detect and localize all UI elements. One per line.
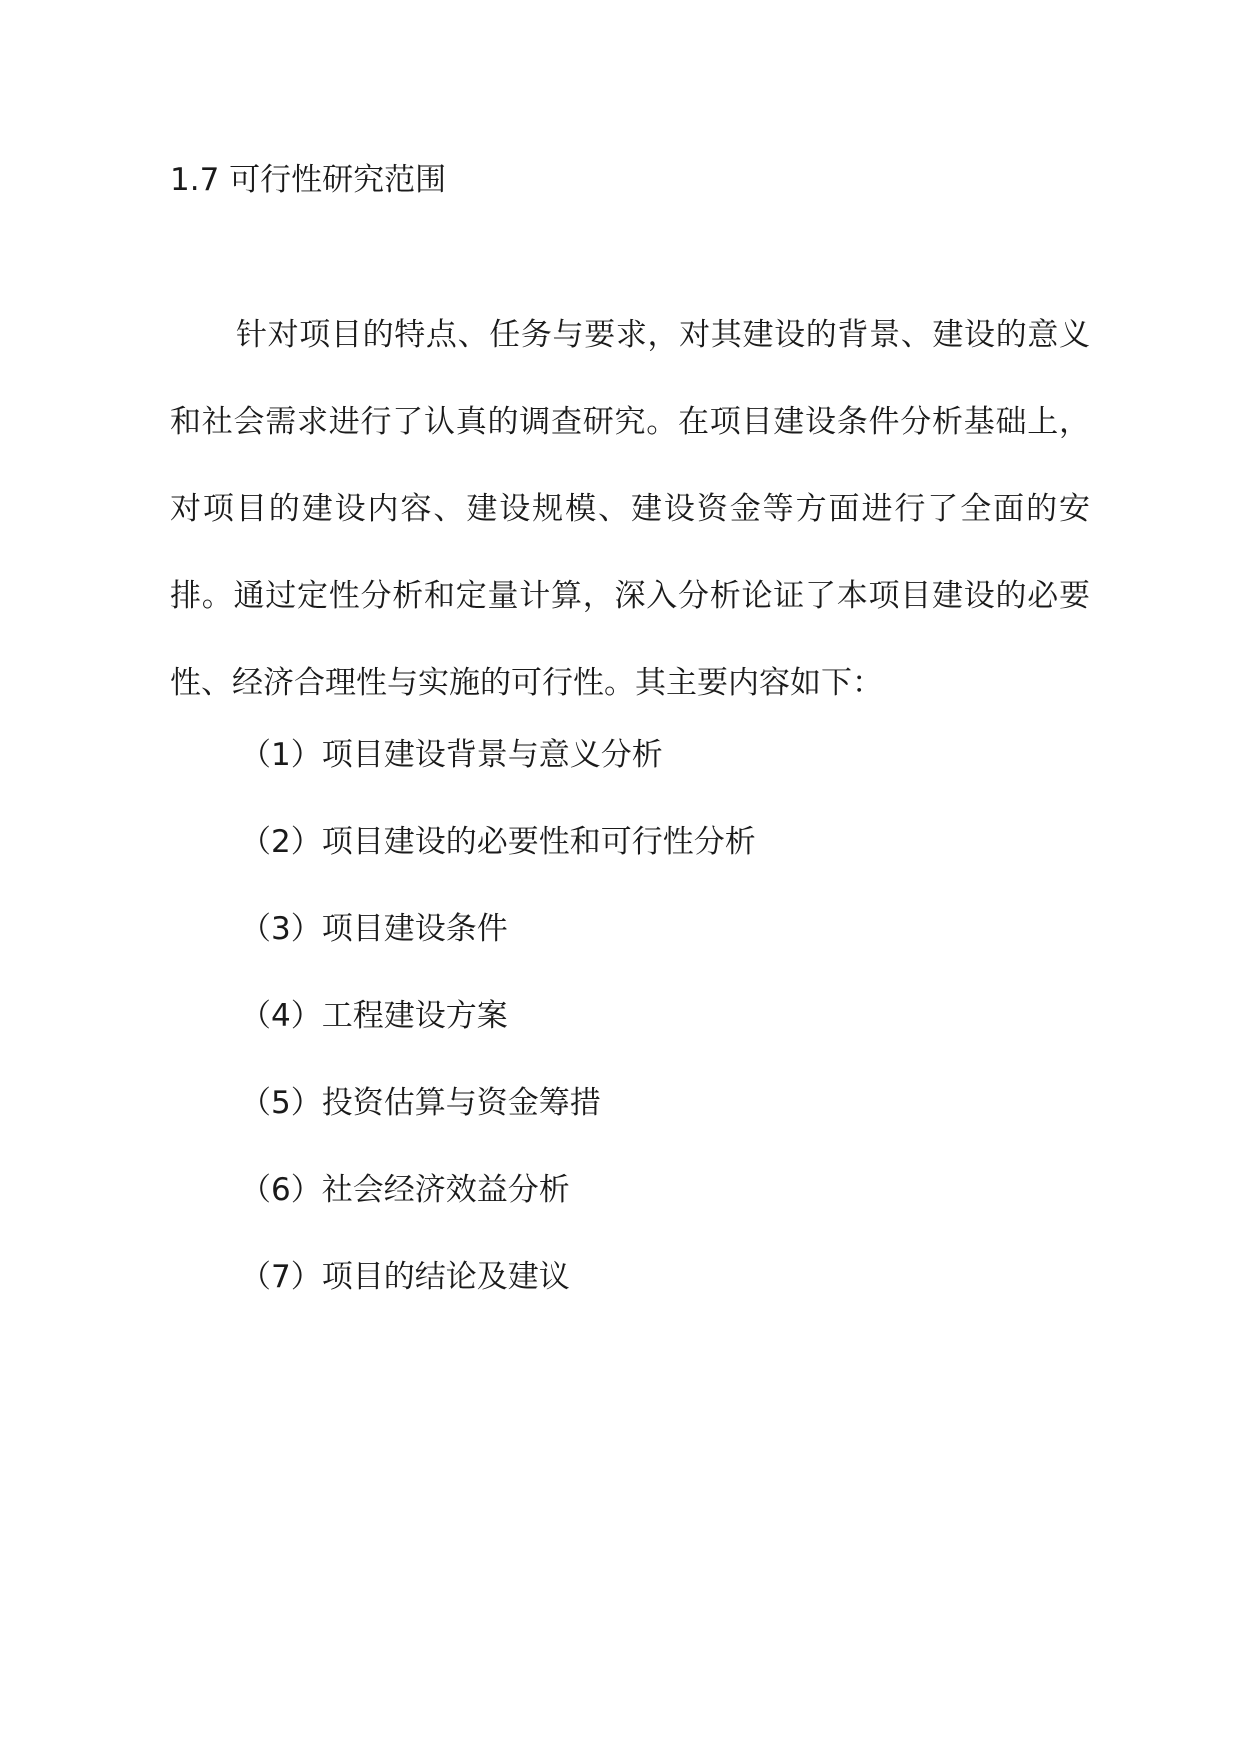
body-paragraph: 针对项目的特点、任务与要求，对其建设的背景、建设的意义和社会需求进行了认真的调查研究。在项目建设条件分析基础上，对项目的建设内容、建设规模、建设资金等方面进行了全面的安排。通过定性分析和定量计算，深入分析论证了本项目建设的必要性、经济合理性与实施的可行性。其主要内容如下： [170,317,1090,701]
list-item: （5）投资估算与资金筹措 [240,1085,601,1121]
list-item: （2）项目建设的必要性和可行性分析 [240,824,756,860]
list-item: （3）项目建设条件 [240,911,508,947]
section-heading: 1.7 可行性研究范围 [170,162,447,198]
list-item: （1）项目建设背景与意义分析 [240,737,663,773]
list-item: （7）项目的结论及建议 [240,1259,570,1295]
content-list [240,712,756,1321]
list-item: （6）社会经济效益分析 [240,1172,570,1208]
list-item: （4）工程建设方案 [240,998,508,1034]
